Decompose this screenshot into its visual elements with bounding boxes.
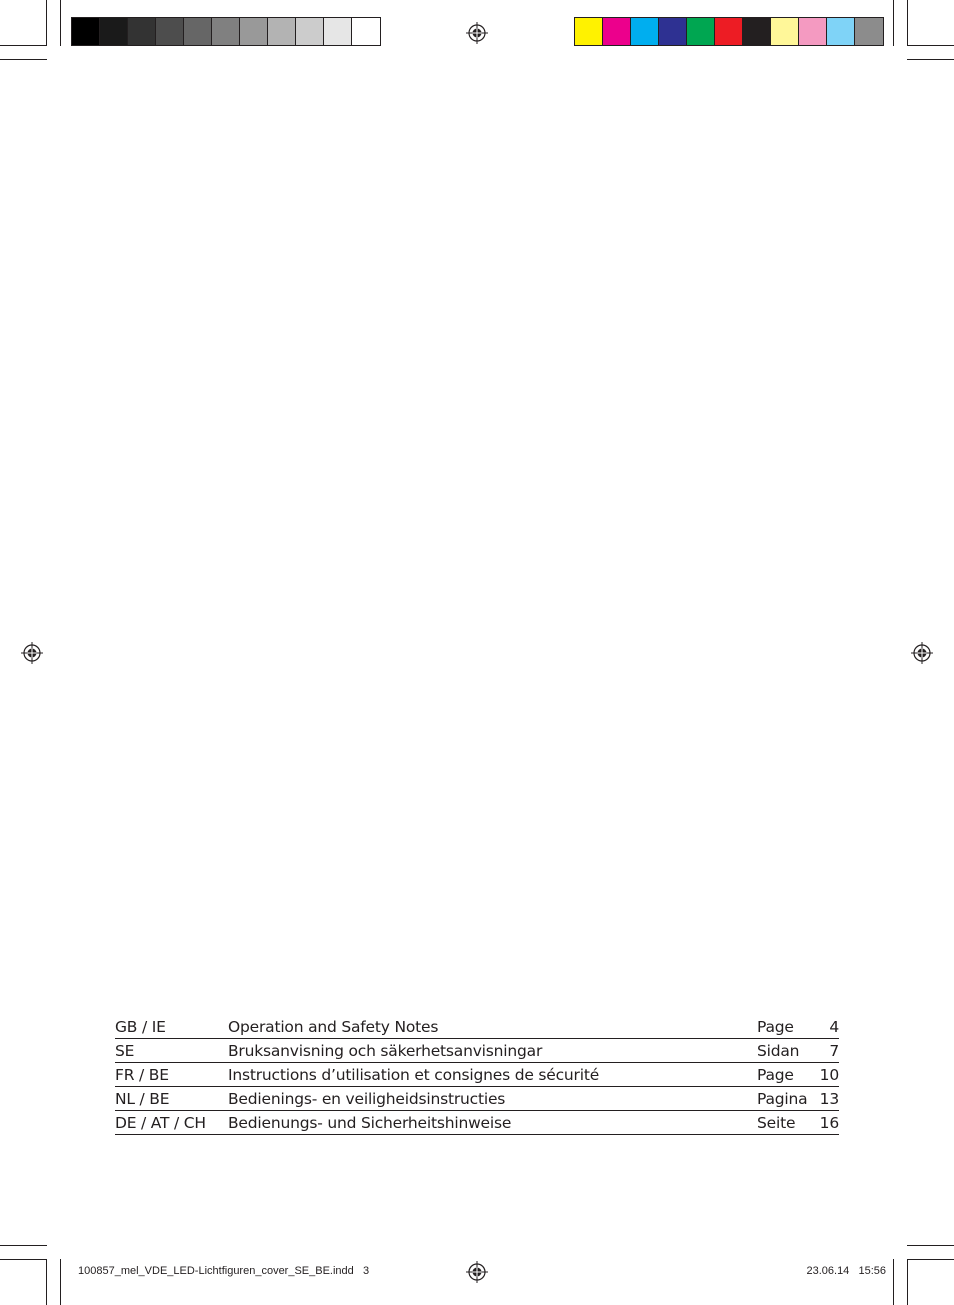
color-swatch: [324, 18, 352, 45]
language-code: SE: [115, 1042, 135, 1060]
crop-mark: [893, 0, 894, 46]
color-swatch: [352, 18, 380, 45]
grayscale-color-bar: [71, 17, 381, 46]
registration-mark-icon: [21, 642, 43, 664]
color-swatch: [575, 18, 603, 45]
crop-mark: [907, 1245, 954, 1246]
color-swatch: [631, 18, 659, 45]
crop-mark: [907, 59, 954, 60]
color-swatch: [715, 18, 743, 45]
color-swatch: [855, 18, 883, 45]
crop-mark: [907, 1259, 954, 1260]
section-title: Bedienings- en veiligheidsinstructies: [228, 1090, 506, 1108]
toc-row[interactable]: [115, 1039, 839, 1063]
crop-mark: [907, 1259, 908, 1305]
crop-mark: [0, 45, 47, 46]
color-swatch: [100, 18, 128, 45]
crop-mark: [46, 1259, 47, 1305]
color-swatch: [659, 18, 687, 45]
color-swatch: [212, 18, 240, 45]
page-label: Sidan: [757, 1042, 800, 1060]
color-swatch: [687, 18, 715, 45]
slug-filename: 100857_mel_VDE_LED-Lichtfiguren_cover_SE_BE.indd 3: [78, 1265, 370, 1277]
crop-mark: [893, 1259, 894, 1305]
color-swatch: [156, 18, 184, 45]
page-label: Page: [757, 1066, 794, 1084]
color-swatch: [743, 18, 771, 45]
language-code: DE / AT / CH: [115, 1114, 206, 1132]
crop-mark: [0, 59, 47, 60]
color-swatch: [799, 18, 827, 45]
registration-mark-icon: [466, 22, 488, 44]
toc-row[interactable]: [115, 1111, 839, 1135]
crop-mark: [46, 0, 47, 46]
page-number: 13: [819, 1090, 839, 1108]
table-of-contents: [115, 1015, 839, 1135]
toc-row[interactable]: [115, 1015, 839, 1039]
page-number: 7: [829, 1042, 839, 1060]
page-number: 10: [819, 1066, 839, 1084]
crop-mark: [907, 0, 908, 46]
section-title: Bruksanvisning och säkerhetsanvisningar: [228, 1042, 543, 1060]
registration-mark-icon: [911, 642, 933, 664]
section-title: Bedienungs- und Sicherheitshinweise: [228, 1114, 512, 1132]
crop-mark: [0, 1259, 47, 1260]
color-swatch: [240, 18, 268, 45]
process-color-bar: [574, 17, 884, 46]
crop-mark: [0, 1245, 47, 1246]
toc-row[interactable]: [115, 1087, 839, 1111]
crop-mark: [907, 45, 954, 46]
color-swatch: [296, 18, 324, 45]
color-swatch: [72, 18, 100, 45]
color-swatch: [827, 18, 855, 45]
registration-mark-icon: [466, 1261, 488, 1283]
slug-datetime: 23.06.14 15:56: [806, 1265, 886, 1277]
crop-mark: [60, 0, 61, 46]
section-title: Instructions d’utilisation et consignes de sécurité: [228, 1066, 600, 1084]
page-label: Pagina: [757, 1090, 808, 1108]
color-swatch: [603, 18, 631, 45]
page-label: Page: [757, 1018, 794, 1036]
crop-mark: [60, 1259, 61, 1305]
color-swatch: [184, 18, 212, 45]
color-swatch: [128, 18, 156, 45]
color-swatch: [771, 18, 799, 45]
language-code: FR / BE: [115, 1066, 169, 1084]
language-code: NL / BE: [115, 1090, 170, 1108]
page-label: Seite: [757, 1114, 796, 1132]
page-number: 4: [829, 1018, 839, 1036]
section-title: Operation and Safety Notes: [228, 1018, 439, 1036]
color-swatch: [268, 18, 296, 45]
page-number: 16: [819, 1114, 839, 1132]
language-code: GB / IE: [115, 1018, 166, 1036]
toc-row[interactable]: [115, 1063, 839, 1087]
